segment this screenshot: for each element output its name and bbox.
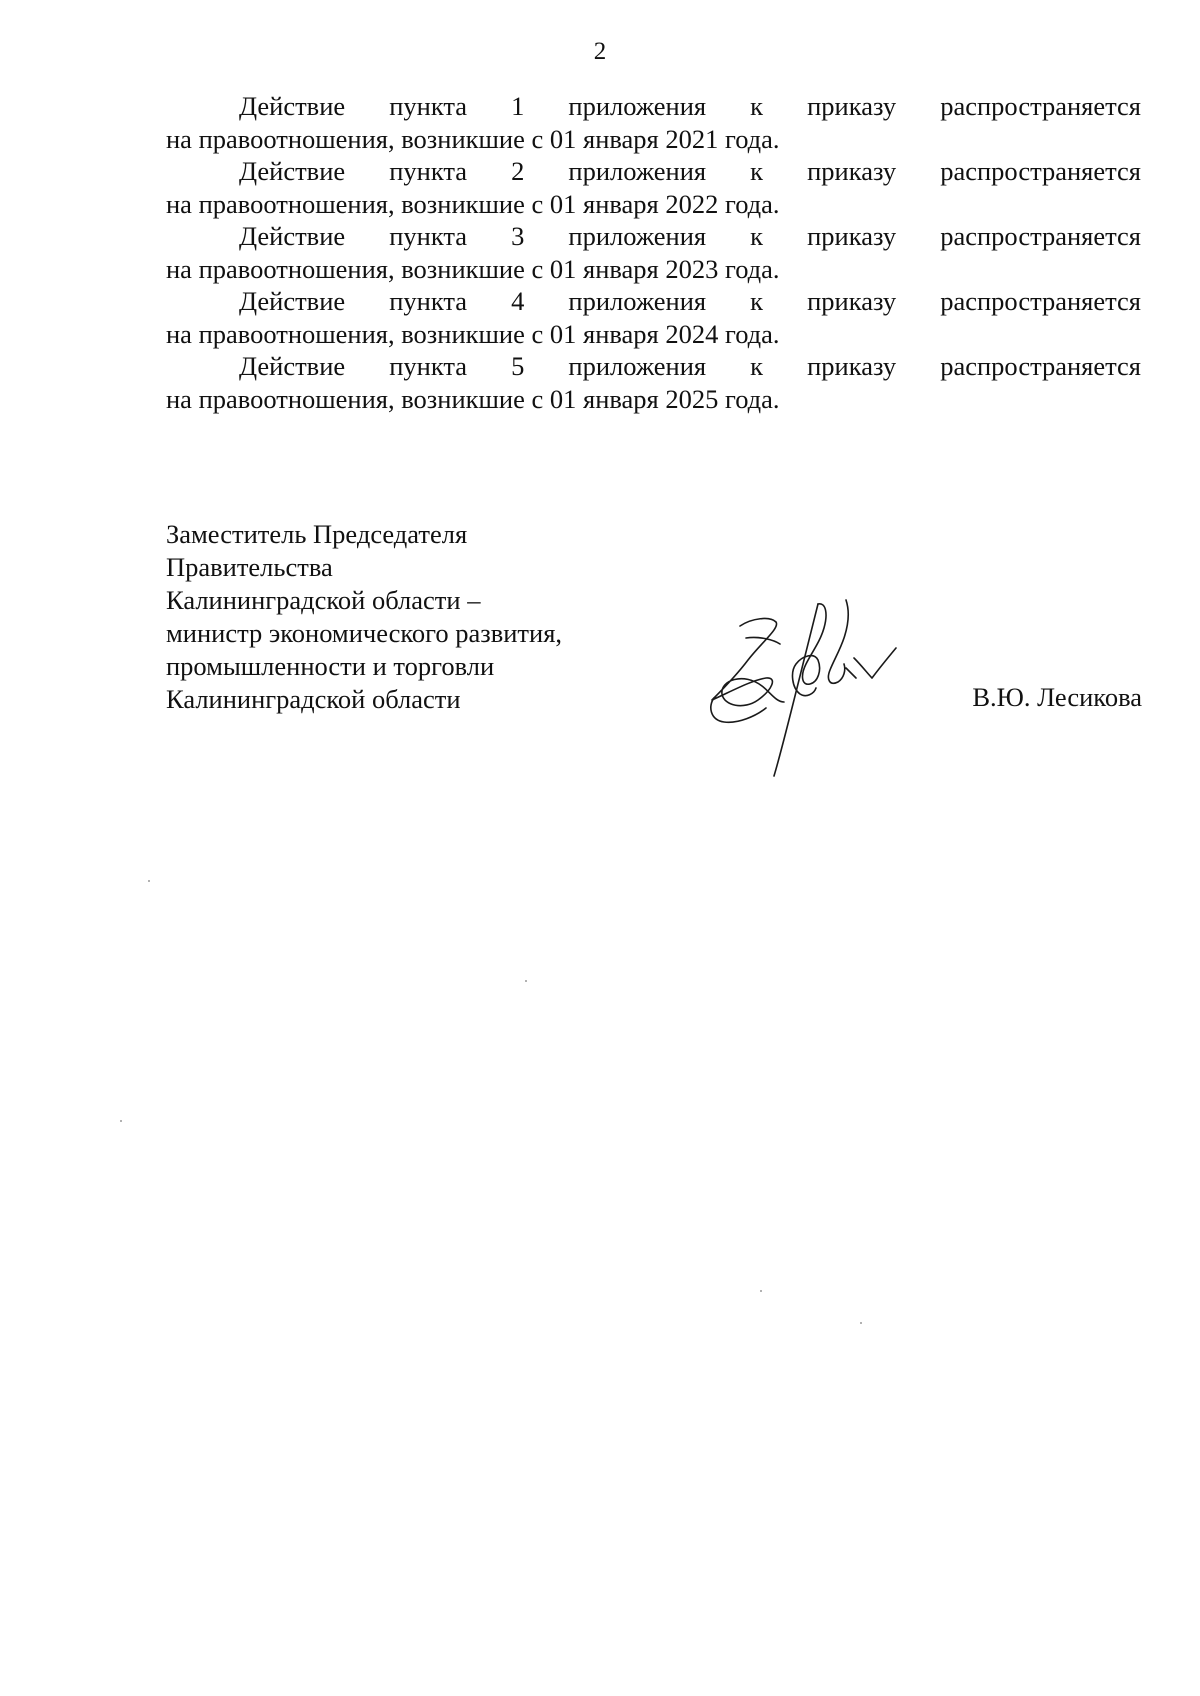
paragraph-second-line: на правоотношения, возникшие с 01 января 2022 года. [166, 188, 780, 219]
paragraph-second-line: на правоотношения, возникшие с 01 января 2021 года. [166, 123, 780, 154]
position-line: Калининградской области – [166, 585, 481, 615]
paragraph-first-line: Действие пункта 3 приложения к приказу распространяется [239, 221, 1141, 251]
paragraph-first-line: Действие пункта 1 приложения к приказу распространяется [239, 91, 1141, 121]
position-line: промышленности и торговли [166, 651, 495, 681]
scan-speck [860, 1322, 862, 1324]
paragraph-second-line: на правоотношения, возникшие с 01 января 2023 года. [166, 253, 780, 284]
paragraph-2 [166, 155, 1141, 220]
scan-speck [120, 1120, 122, 1122]
paragraph-first-line: Действие пункта 4 приложения к приказу распространяется [239, 286, 1141, 316]
paragraph-second-line: на правоотношения, возникшие с 01 января 2025 года. [166, 383, 780, 414]
handwritten-signature-icon [700, 598, 910, 780]
position-line: Калининградской области [166, 684, 461, 714]
position-line: Правительства [166, 552, 333, 582]
paragraph-4 [166, 285, 1141, 350]
position-line: министр экономического развития, [166, 618, 563, 648]
paragraph-1 [166, 90, 1141, 155]
paragraph-3 [166, 220, 1141, 285]
scan-speck [148, 880, 150, 882]
page-number: 2 [593, 38, 607, 65]
position-line: Заместитель Председателя [166, 519, 468, 549]
scan-speck [525, 980, 527, 982]
signer-name: В.Ю. Лесикова [972, 682, 1142, 712]
signatory-position [166, 518, 562, 716]
document-body [166, 90, 1141, 415]
scan-speck [760, 1290, 762, 1292]
paragraph-first-line: Действие пункта 5 приложения к приказу распространяется [239, 351, 1141, 381]
paragraph-5 [166, 350, 1141, 415]
paragraph-second-line: на правоотношения, возникшие с 01 января 2024 года. [166, 318, 780, 349]
paragraph-first-line: Действие пункта 2 приложения к приказу распространяется [239, 156, 1141, 186]
